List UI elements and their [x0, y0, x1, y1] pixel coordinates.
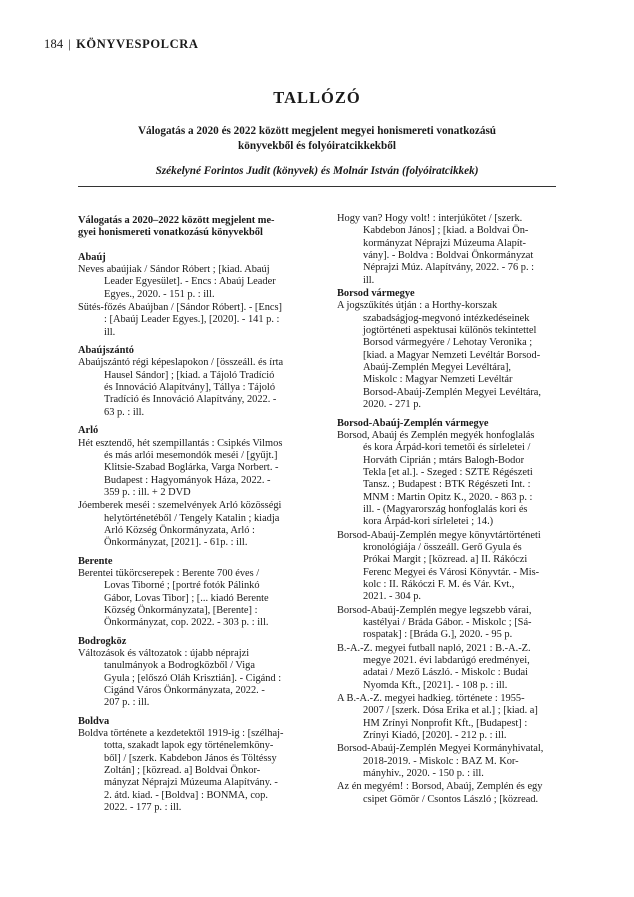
article-title: TALLÓZÓ	[273, 88, 361, 107]
entry-line: Borsod-Abaúj-Zemplén Megyei Kormányhivatal,	[337, 743, 544, 755]
entry-line: B.-A.-Z. megyei futball napló, 2021 : B.-A.-Z.	[337, 642, 531, 654]
subtitle-line: Válogatás a 2020 és 2022 között megjelent megyei honismereti vonatkozású	[137, 125, 497, 137]
entry-line: kronológiája / összeáll. Gerő Gyula és	[363, 541, 522, 553]
bibliography-entry	[337, 213, 559, 287]
entry-line: Prókai Margit ; [közread. a] II. Rákóczi	[363, 554, 528, 566]
entry-line: Változások és változatok : újabb néprajzi	[78, 648, 250, 659]
entry-line: és kora Árpád-kori temetői és sírleletei /	[363, 442, 531, 454]
column-heading	[78, 215, 298, 240]
section-gap	[78, 340, 298, 344]
entry-line: mányhiv., 2020. - 150 p. : ill.	[363, 768, 484, 780]
entry-line: Borsod, Abaúj és Zemplén megyék honfoglalás	[337, 429, 535, 441]
page-number: 184	[44, 37, 64, 51]
entry-line: Önkormányzat, [2021]. - 61p. : ill.	[104, 537, 248, 549]
section-gap	[78, 711, 298, 715]
entry-line: Tansz. ; Budapest : BTK Régészeti Int. :	[363, 479, 531, 491]
entry-line: 2007 / [szerk. Dósa Erika et al.] ; [kiad. a]	[363, 705, 538, 717]
entry-line: Neves abaújiak / Sándor Róbert ; [kiad. Abaúj	[78, 264, 270, 276]
bibliography-entry	[337, 530, 559, 604]
entry-line: csipet Gömör / Csontos László ; [közread.	[363, 793, 539, 805]
bibliography-entry	[337, 743, 559, 780]
bibliography-entry	[337, 643, 559, 692]
entry-line: MNM : Martin Opitz K., 2020. - 863 p. :	[363, 491, 533, 503]
entry-line: kolc : II. Rákóczi F. M. és Vár. Kvt.,	[363, 578, 515, 590]
title-divider	[78, 186, 556, 187]
entry-line: totta, szakadt lapok egy történelemköny-	[104, 740, 274, 752]
article-authors: Székelyné Forintos Judit (könyvek) és Molnár István (folyóiratcikkek)	[155, 165, 479, 177]
section-heading: Boldva	[78, 715, 110, 727]
entry-line: kora Árpád-kori sírleletei ; 14.)	[363, 516, 494, 528]
article-subtitle	[78, 124, 556, 154]
section-heading: Bodrogköz	[78, 635, 127, 647]
left-sections	[78, 252, 298, 815]
entry-line: Tekla [et al.]. - Szeged : SZTE Régészeti	[363, 466, 533, 478]
bibliography-entry	[78, 302, 298, 339]
entry-line: kastélyai / Bráda Gábor. - Miskolc ; [Sá-	[363, 617, 532, 628]
entry-line: Község Önkormányzata], [Berente] :	[104, 604, 258, 616]
right-column	[337, 213, 559, 807]
journal-name: KÖNYVESPOLCRA	[76, 37, 199, 51]
header-separator: |	[68, 37, 72, 51]
entry-line: 63 p. : ill.	[104, 406, 145, 418]
entry-line: 207 p. : ill.	[104, 697, 150, 709]
entry-line: tanulmányok a Bodrogközből / Viga	[104, 660, 255, 672]
subtitle-line: könyvekből és folyóiratcikkekből	[238, 140, 396, 152]
entry-line: : [Abaúj Leader Egyes.], [2020]. - 141 p. :	[104, 314, 280, 326]
section-gap	[78, 551, 298, 555]
section-gap	[337, 413, 559, 417]
entry-line: A B.-A.-Z. megyei hadkieg. története : 1955-	[337, 693, 525, 705]
entry-line: adatai / Mező László. - Miskolc : Budai	[363, 667, 529, 679]
entry-line: Zrínyi Kiadó, [2020]. - 212 p. : ill.	[363, 730, 507, 742]
entry-line: mányzat Néprajzi Múzeuma Alapítvány. -	[104, 777, 278, 789]
running-head	[44, 37, 198, 52]
entry-line: Hausel Sándor] ; [kiad. a Tájoló Tradíció	[104, 369, 275, 381]
entry-line: Berentei tükörcserepek : Berente 700 éves /	[78, 567, 260, 579]
section-gap	[78, 631, 298, 635]
entry-line: Hét esztendő, hét szempillantás : Csipkés Vilmos	[78, 437, 283, 449]
section-heading: Arló	[78, 425, 99, 437]
entry-line: Klitsie-Szabad Boglárka, Varga Norbert. -	[104, 462, 279, 474]
entry-line: Hogy van? Hogy volt! : interjúkötet / [szerk.	[337, 213, 523, 224]
section-gap	[78, 420, 298, 424]
bibliography-entry	[337, 781, 559, 806]
entry-line: ill.	[363, 274, 375, 286]
bibliography-entry	[337, 300, 559, 411]
entry-line: Cigánd Város Önkormányzata, 2022. -	[104, 685, 265, 697]
entry-line: Arló Község Önkormányzata, Arló :	[104, 524, 255, 536]
column-heading-line: Válogatás a 2020–2022 között megjelent me-	[78, 215, 275, 226]
bibliography-entry	[78, 728, 298, 814]
entry-line: Önkormányzat, cop. 2022. - 303 p. : ill.	[104, 617, 269, 629]
bibliography-entry	[78, 568, 298, 630]
entry-line: Lovas Tiborné ; [portré fotók Pálinkó	[104, 580, 260, 592]
bibliography-entry	[337, 605, 559, 642]
entry-line: ből] / [szerk. Kabdebon János és Töltéssy	[104, 752, 277, 764]
entry-line: [kiad. a Magyar Nemzeti Levéltár Borsod-	[363, 349, 541, 361]
entry-line: Jóemberek meséi : szemelvények Arló közösségi	[78, 500, 282, 512]
entry-line: Zoltán] ; [közread. a] Boldvai Önkor-	[104, 765, 261, 777]
entry-line: Miskolc : Magyar Nemzeti Levéltár	[363, 374, 513, 386]
entry-line: Kabdebon János] ; [kiad. a Boldvai Ön-	[363, 225, 529, 237]
entry-line: Budapest : Hagyományok Háza, 2022. -	[104, 474, 271, 486]
entry-line: Leader Egyesület]. - Encs : Abaúj Leader	[104, 276, 276, 288]
entry-line: 2. átd. kiad. - [Boldva] : BONMA, cop.	[104, 789, 268, 801]
entry-line: Ferenc Megyei és Városi Könyvtár. - Mis-	[363, 566, 540, 578]
entry-line: Boldva története a kezdetektől 1919-ig : [szélhaj-	[78, 728, 284, 740]
entry-line: 2022. - 177 p. : ill.	[104, 802, 182, 814]
entry-line: Sütés-főzés Abaújban / [Sándor Róbert]. - [Encs]	[78, 302, 283, 314]
entry-line: Horváth Ciprián ; mtárs Balogh-Bodor	[363, 454, 525, 466]
entry-line: Az én megyém! : Borsod, Abaúj, Zemplén és egy	[337, 781, 543, 793]
bibliography-entry	[78, 648, 298, 710]
section-heading: Abaújszántó	[78, 345, 135, 357]
entry-line: 2021. - 304 p.	[363, 591, 422, 603]
entry-line: Borsod-Abaúj-Zemplén megye legszebb várai,	[337, 604, 532, 616]
right-lead-entries	[337, 213, 559, 287]
article-title-block	[78, 88, 556, 177]
bibliography-entry	[78, 264, 298, 301]
entry-line: HM Zrínyi Nonprofit Kft., [Budapest] :	[363, 717, 528, 729]
entry-line: ill. - (Magyarország honfoglalás kori és	[363, 503, 528, 515]
entry-line: megye 2021. évi labdarúgó eredményei,	[363, 655, 530, 667]
bibliography-entry	[78, 438, 298, 500]
entry-line: Abaúj-Zemplén Megyei Levéltára],	[363, 362, 512, 374]
entry-line: kormányzat Néprajzi Múzeuma Alapít-	[363, 237, 527, 249]
entry-line: Borsod-Abaúj-Zemplén megye könyvtártörténeti	[337, 529, 541, 541]
entry-line: Borsod-Abaúj-Zemplén Megyei Levéltára,	[363, 386, 542, 398]
entry-line: Borsod vármegyére / Lehotay Veronika ;	[363, 337, 533, 349]
bibliography-entry	[337, 693, 559, 742]
entry-line: rospatak] : [Bráda G.], 2020. - 95 p.	[363, 629, 513, 641]
column-heading-line: gyei honismereti vonatkozású könyvekből	[78, 227, 263, 239]
entry-line: Tradíció és Innováció Alapítvány, 2022. -	[104, 394, 277, 406]
section-heading: Abaúj	[78, 251, 106, 263]
entry-line: 2018-2019. - Miskolc : BAZ M. Kor-	[363, 755, 519, 767]
entry-line: Egyes., 2020. - 151 p. : ill.	[104, 288, 215, 300]
entry-line: jogtörténeti aspektusai különös tekintettel	[363, 325, 537, 337]
bibliography-entry	[337, 430, 559, 529]
section-heading: Berente	[78, 555, 113, 567]
left-column	[78, 215, 298, 815]
section-heading: Borsod vármegye	[337, 288, 415, 300]
entry-line: Gyula ; [előszó Oláh Krisztián]. - Cigánd :	[104, 672, 282, 684]
entry-line: és más arlói mesemondók meséi / [gyűjt.]	[104, 449, 278, 461]
entry-line: és Innováció Alapítvány], Tállya : Tájoló	[104, 382, 276, 394]
entry-line: Gábor, Lovas Tibor] ; [... kiadó Berente	[104, 592, 269, 604]
bibliography-entry	[78, 500, 298, 549]
right-sections	[337, 288, 559, 806]
entry-line: A jogszűkítés útján : a Horthy-korszak	[337, 300, 498, 312]
entry-line: szabadságjog-megvonó intézkedéseinek	[363, 312, 530, 324]
entry-line: vány]. - Boldva : Boldvai Önkormányzat	[363, 250, 534, 262]
entry-line: 2020. - 271 p.	[363, 399, 422, 411]
entry-line: Nyomda Kft., [2021]. - 108 p. : ill.	[363, 679, 508, 691]
entry-line: Abaújszántó régi képeslapokon / [összeáll. és írta	[78, 357, 284, 369]
section-heading: Borsod-Abaúj-Zemplén vármegye	[337, 417, 489, 429]
entry-line: Néprajzi Múz. Alapítvány, 2022. - 76 p. :	[363, 262, 535, 274]
entry-line: 359 p. : ill. + 2 DVD	[104, 486, 191, 498]
entry-line: ill.	[104, 326, 116, 338]
entry-line: helytörténetéből / Tengely Katalin ; kiadja	[104, 512, 280, 524]
bibliography-entry	[78, 357, 298, 419]
